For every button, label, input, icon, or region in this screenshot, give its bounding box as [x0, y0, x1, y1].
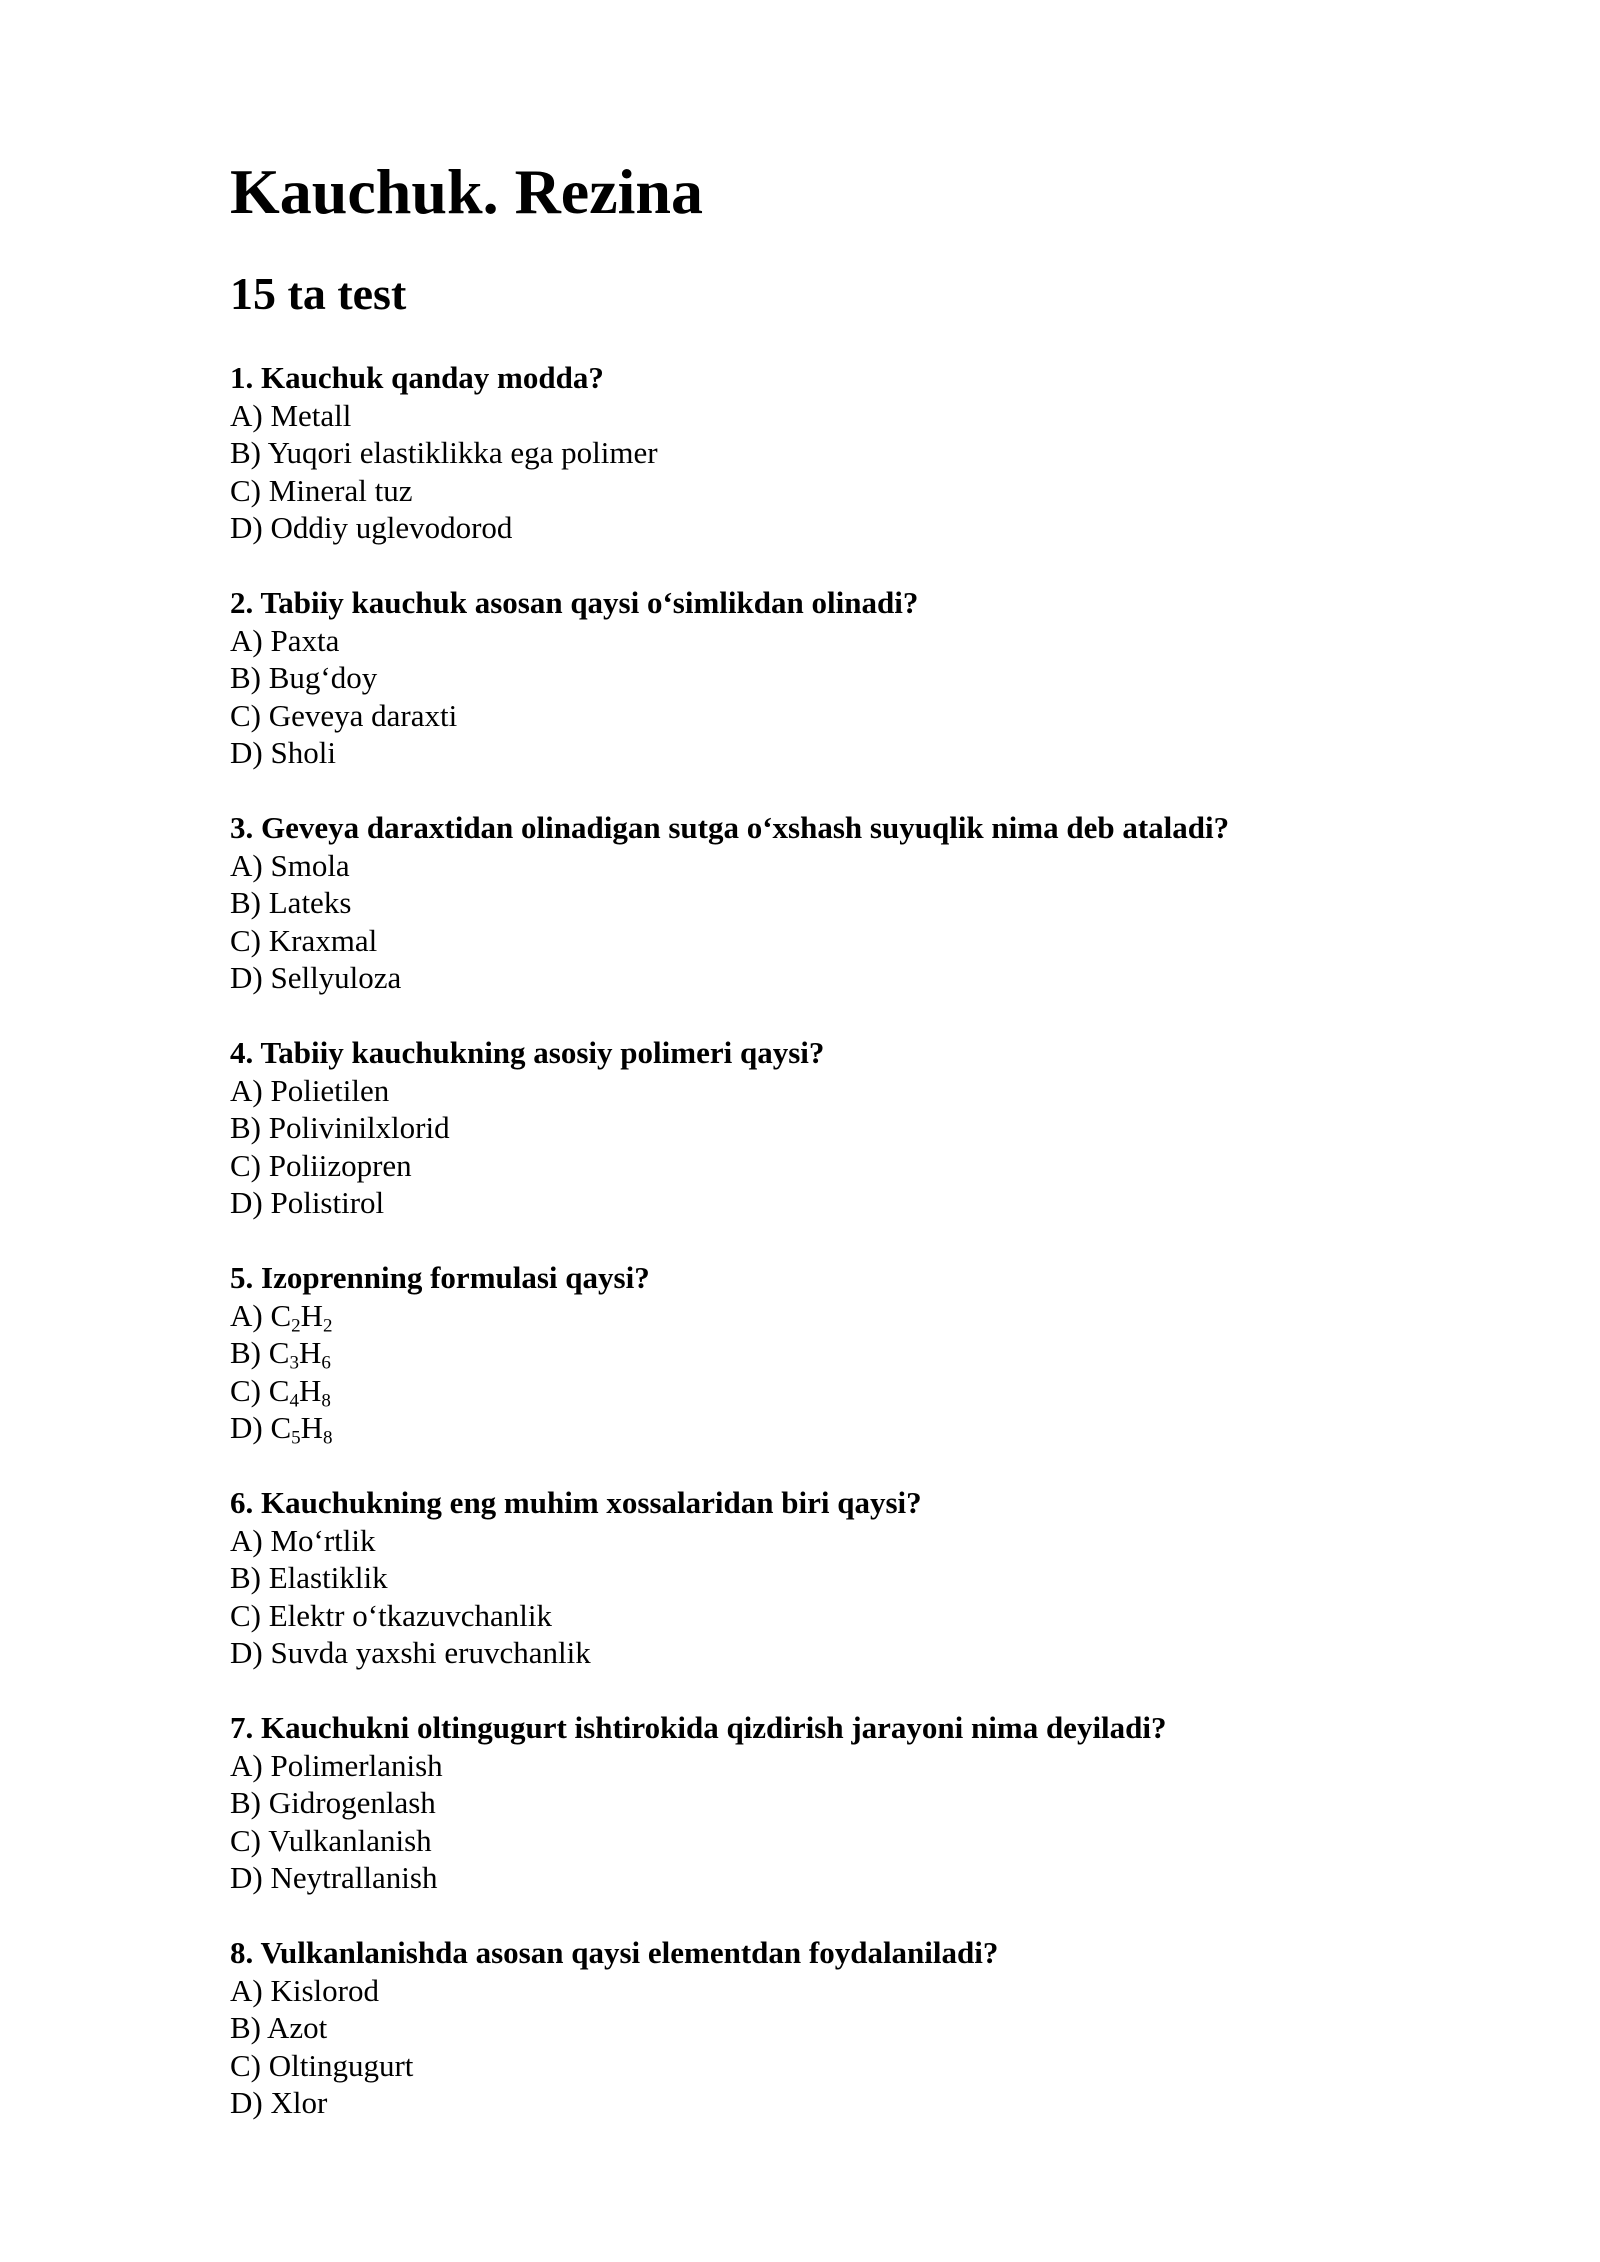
question-5: [230, 1259, 1430, 1447]
formula-hydrogen: H: [298, 1372, 322, 1408]
formula-carbon: C: [268, 1372, 290, 1408]
answer-option-a: A) Kislorod: [230, 1972, 379, 2008]
formula-hydrogen: H: [300, 1410, 324, 1445]
question-text: 6. Kauchukning eng muhim xossalaridan biri qaysi?: [230, 1485, 922, 1520]
answer-option-b: B) Elastiklik: [230, 1560, 388, 1595]
question-2: [230, 584, 1430, 772]
question-text: 5. Izoprenning formulasi qaysi?: [230, 1260, 650, 1295]
formula-subscript: 2: [291, 1314, 301, 1336]
answer-option-d: D) Neytrallanish: [230, 1860, 438, 1895]
answer-option-b: [230, 1334, 1430, 1372]
answer-option-c: [230, 1372, 1430, 1410]
formula-subscript: 5: [291, 1427, 301, 1449]
answer-option-c: C) Oltingugurt: [230, 2047, 414, 2083]
answer-option-a: A) Smola: [230, 847, 350, 883]
question-1: [230, 359, 1430, 547]
answer-option-c: C) Poliizopren: [230, 1147, 412, 1183]
question-text: 4. Tabiiy kauchukning asosiy polimeri qaysi?: [230, 1035, 825, 1070]
option-label: B): [230, 1335, 261, 1370]
formula-subscript: 8: [323, 1427, 333, 1449]
answer-option-c: C) Kraxmal: [230, 922, 378, 958]
answer-option-a: [230, 1297, 1430, 1335]
answer-option-b: B) Azot: [230, 2010, 328, 2045]
answer-option-a: A) Polietilen: [230, 1072, 390, 1108]
question-8: [230, 1934, 1430, 2122]
option-label: D): [230, 1410, 263, 1445]
document-subtitle: 15 ta test: [230, 268, 407, 319]
answer-option-a: A) Mo‘rtlik: [230, 1522, 376, 1558]
answer-option-a: A) Polimerlanish: [230, 1747, 443, 1783]
formula-carbon: C: [270, 1297, 292, 1333]
formula-subscript: 8: [321, 1389, 331, 1411]
answer-option-b: B) Bug‘doy: [230, 660, 378, 695]
answer-option-c: C) Geveya daraxti: [230, 697, 458, 733]
formula-subscript: 3: [289, 1352, 299, 1374]
document-title: Kauchuk. Rezina: [230, 156, 703, 227]
formula-hydrogen: H: [298, 1335, 322, 1370]
question-text: 8. Vulkanlanishda asosan qaysi elementdan foydalaniladi?: [230, 1935, 999, 1970]
question-text: 7. Kauchukni oltingugurt ishtirokida qizdirish jarayoni nima deyiladi?: [230, 1710, 1167, 1745]
answer-option-b: B) Gidrogenlash: [230, 1785, 436, 1820]
answer-option-a: A) Paxta: [230, 622, 340, 658]
question-3: [230, 809, 1430, 997]
answer-option-d: D) Suvda yaxshi eruvchanlik: [230, 1635, 591, 1670]
formula-subscript: 2: [323, 1314, 333, 1336]
question-list: [230, 359, 1430, 2159]
answer-option-b: B) Lateks: [230, 885, 352, 920]
question-7: [230, 1709, 1430, 1897]
question-text: 1. Kauchuk qanday modda?: [230, 360, 604, 395]
question-4: [230, 1034, 1430, 1222]
answer-option-c: C) Elektr o‘tkazuvchanlik: [230, 1597, 552, 1633]
formula-hydrogen: H: [300, 1297, 324, 1333]
formula-carbon: C: [270, 1410, 292, 1445]
answer-option-b: B) Polivinilxlorid: [230, 1110, 450, 1145]
option-label: A): [230, 1297, 263, 1333]
answer-option-d: D) Oddiy uglevodorod: [230, 510, 513, 545]
formula-carbon: C: [268, 1335, 290, 1370]
answer-option-d: D) Polistirol: [230, 1185, 385, 1220]
answer-option-c: C) Mineral tuz: [230, 472, 413, 508]
answer-option-a: A) Metall: [230, 397, 352, 433]
formula-subscript: 6: [321, 1352, 331, 1374]
answer-option-d: D) Sellyuloza: [230, 960, 402, 995]
formula-subscript: 4: [289, 1389, 299, 1411]
answer-option-c: C) Vulkanlanish: [230, 1822, 432, 1858]
question-text: 2. Tabiiy kauchuk asosan qaysi o‘simlikdan olinadi?: [230, 585, 919, 620]
option-label: C): [230, 1372, 261, 1408]
answer-option-b: B) Yuqori elastiklikka ega polimer: [230, 435, 658, 470]
answer-option-d: D) Xlor: [230, 2085, 328, 2120]
question-6: [230, 1484, 1430, 1672]
question-text: 3. Geveya daraxtidan olinadigan sutga o‘xshash suyuqlik nima deb ataladi?: [230, 810, 1230, 845]
answer-option-d: D) Sholi: [230, 735, 336, 770]
answer-option-d: [230, 1409, 1430, 1447]
